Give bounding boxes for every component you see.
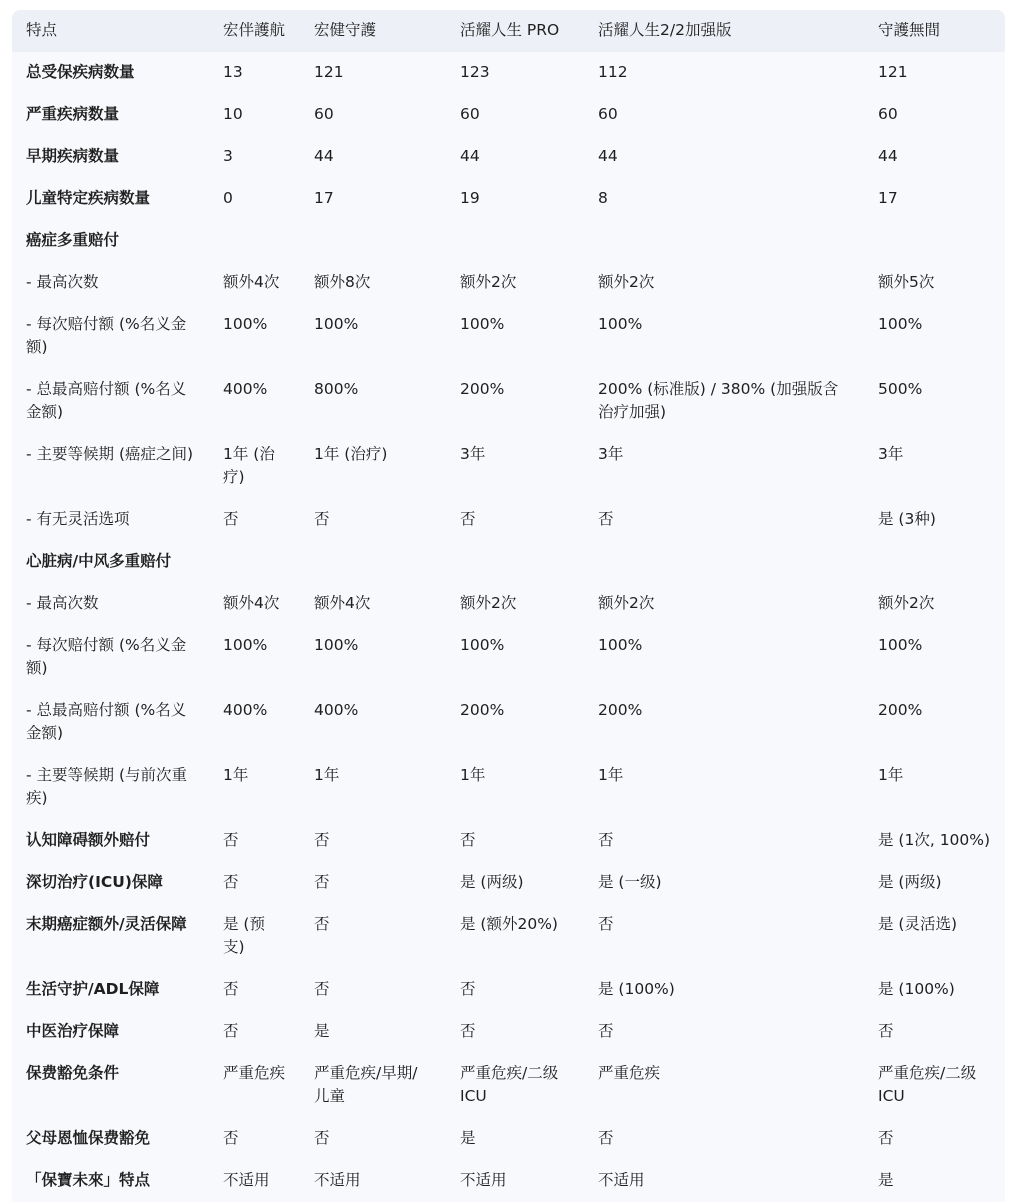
table-row (12, 625, 1005, 690)
value-cell: 1年 (314, 766, 340, 784)
value-cell (864, 541, 1005, 583)
value-cell: 否 (314, 1129, 330, 1147)
value-cell: 123 (460, 63, 490, 81)
table-row (12, 1053, 1005, 1118)
value-cell: 500% (878, 380, 923, 398)
row-label-cell: - 最高次数 (26, 273, 99, 291)
table-row (12, 52, 1005, 94)
value-cell: 额外4次 (314, 594, 371, 612)
row-label-cell: 儿童特定疾病数量 (26, 189, 151, 207)
value-cell: 严重危疾 (598, 1064, 661, 1082)
value-cell: 否 (223, 1022, 239, 1040)
value-cell: 17 (314, 189, 334, 207)
value-cell: 不适用 (314, 1171, 361, 1189)
value-cell: 1年 (223, 766, 249, 784)
value-cell (300, 220, 446, 262)
value-cell: 否 (314, 915, 330, 933)
row-label-cell: 心脏病/中风多重赔付 (26, 552, 172, 570)
value-cell: 1年 (治疗) (223, 445, 275, 486)
value-cell: 44 (598, 147, 618, 165)
value-cell: 1年 (878, 766, 904, 784)
value-cell: 否 (598, 1129, 614, 1147)
table-row (12, 541, 1005, 583)
value-cell: 200% (878, 701, 923, 719)
value-cell: 100% (223, 315, 268, 333)
value-cell: 是 (3种) (878, 510, 936, 528)
row-label-cell: - 主要等候期 (癌症之间) (26, 445, 194, 463)
table-row (12, 369, 1005, 434)
value-cell: 60 (878, 105, 898, 123)
table-body (12, 52, 1005, 1202)
value-cell: 100% (598, 315, 643, 333)
row-label-cell: 早期疾病数量 (26, 147, 120, 165)
table-row (12, 1118, 1005, 1160)
row-label-cell: 「保寶未來」特点 (26, 1171, 151, 1189)
table-row (12, 969, 1005, 1011)
value-cell: 额外2次 (460, 273, 517, 291)
value-cell: 否 (878, 1129, 894, 1147)
value-cell: 200% (460, 701, 505, 719)
value-cell: 否 (314, 980, 330, 998)
value-cell: 60 (598, 105, 618, 123)
table-row (12, 178, 1005, 220)
column-header-plan: 活耀人生 PRO (460, 21, 560, 39)
value-cell: 否 (223, 831, 239, 849)
value-cell: 17 (878, 189, 898, 207)
value-cell: 否 (460, 980, 476, 998)
value-cell: 否 (598, 510, 614, 528)
value-cell: 112 (598, 63, 628, 81)
value-cell: 额外2次 (598, 594, 655, 612)
value-cell: 否 (598, 831, 614, 849)
value-cell (584, 541, 864, 583)
value-cell: 额外2次 (460, 594, 517, 612)
value-cell: 是 (两级) (878, 873, 942, 891)
table-row (12, 1011, 1005, 1053)
value-cell (446, 541, 584, 583)
value-cell: 100% (460, 636, 505, 654)
table-row (12, 499, 1005, 541)
value-cell: 否 (878, 1022, 894, 1040)
column-header-feature: 特点 (26, 21, 58, 39)
value-cell: 严重危疾/早期/儿童 (314, 1064, 418, 1105)
value-cell: 否 (460, 1022, 476, 1040)
value-cell: 严重危疾/二级ICU (878, 1064, 977, 1105)
value-cell: 0 (223, 189, 233, 207)
value-cell (300, 541, 446, 583)
value-cell: 1年 (460, 766, 486, 784)
row-label-cell: 父母恩恤保费豁免 (26, 1129, 151, 1147)
value-cell (446, 220, 584, 262)
table-row (12, 1160, 1005, 1202)
value-cell: 60 (314, 105, 334, 123)
value-cell: 3 (223, 147, 233, 165)
value-cell: 是 (额外20%) (460, 915, 558, 933)
value-cell: 不适用 (460, 1171, 507, 1189)
value-cell: 200% (460, 380, 505, 398)
value-cell: 是 (一级) (598, 873, 662, 891)
value-cell: 是 (预支) (223, 915, 265, 956)
value-cell: 是 (314, 1022, 330, 1040)
value-cell: 8 (598, 189, 608, 207)
row-label-cell: - 主要等候期 (与前次重疾) (26, 766, 187, 807)
row-label-cell: - 每次赔付额 (%名义金额) (26, 636, 187, 677)
value-cell: 400% (223, 701, 268, 719)
row-label-cell: - 有无灵活选项 (26, 510, 130, 528)
table-row (12, 820, 1005, 862)
value-cell: 44 (314, 147, 334, 165)
comparison-table (12, 10, 1005, 1202)
value-cell: 100% (223, 636, 268, 654)
table-row (12, 94, 1005, 136)
row-label-cell: 总受保疾病数量 (26, 63, 135, 81)
column-header-plan: 活耀人生2/2加强版 (598, 21, 732, 39)
value-cell: 是 (灵活选) (878, 915, 958, 933)
value-cell (584, 220, 864, 262)
value-cell: 3年 (460, 445, 486, 463)
value-cell: 10 (223, 105, 243, 123)
value-cell: 额外2次 (878, 594, 935, 612)
table-row (12, 434, 1005, 499)
value-cell: 否 (314, 510, 330, 528)
table-row (12, 583, 1005, 625)
value-cell: 额外8次 (314, 273, 371, 291)
value-cell: 19 (460, 189, 480, 207)
value-cell: 100% (878, 315, 923, 333)
value-cell: 800% (314, 380, 359, 398)
value-cell: 不适用 (223, 1171, 270, 1189)
row-label-cell: 严重疾病数量 (26, 105, 120, 123)
value-cell: 是 (1次, 100%) (878, 831, 991, 849)
value-cell: 3年 (598, 445, 624, 463)
table-row (12, 904, 1005, 969)
value-cell (209, 220, 300, 262)
value-cell: 44 (460, 147, 480, 165)
value-cell: 121 (314, 63, 344, 81)
value-cell: 严重危疾 (223, 1064, 286, 1082)
value-cell: 是 (100%) (598, 980, 675, 998)
value-cell: 否 (223, 1129, 239, 1147)
value-cell: 100% (598, 636, 643, 654)
value-cell: 否 (314, 831, 330, 849)
value-cell: 否 (223, 873, 239, 891)
value-cell: 100% (878, 636, 923, 654)
row-label-cell: 生活守护/ADL保障 (26, 980, 160, 998)
table-row (12, 304, 1005, 369)
column-header-plan: 宏健守護 (314, 21, 377, 39)
row-label-cell: 深切治疗(ICU)保障 (26, 873, 163, 891)
value-cell: 是 (两级) (460, 873, 524, 891)
value-cell: 200% (标准版) / 380% (加强版含治疗加强) (598, 380, 839, 421)
value-cell: 100% (314, 315, 359, 333)
value-cell: 121 (878, 63, 908, 81)
row-label-cell: - 最高次数 (26, 594, 99, 612)
value-cell: 1年 (治疗) (314, 445, 388, 463)
value-cell: 否 (223, 510, 239, 528)
value-cell: 13 (223, 63, 243, 81)
value-cell: 否 (223, 980, 239, 998)
value-cell: 否 (314, 873, 330, 891)
value-cell: 额外5次 (878, 273, 935, 291)
value-cell: 否 (598, 1022, 614, 1040)
value-cell: 否 (460, 831, 476, 849)
value-cell (864, 220, 1005, 262)
value-cell: 100% (314, 636, 359, 654)
header-row (12, 10, 1005, 52)
value-cell: 是 (100%) (878, 980, 955, 998)
column-header-plan: 宏伴護航 (223, 21, 286, 39)
comparison-table-container (12, 10, 1005, 1202)
row-label-cell: 保费豁免条件 (26, 1064, 120, 1082)
value-cell: 额外4次 (223, 273, 280, 291)
row-label-cell: 认知障碍额外赔付 (26, 831, 151, 849)
row-label-cell: - 每次赔付额 (%名义金额) (26, 315, 187, 356)
row-label-cell: 癌症多重赔付 (26, 231, 120, 249)
row-label-cell: 中医治疗保障 (26, 1022, 120, 1040)
value-cell: 400% (223, 380, 268, 398)
value-cell: 不适用 (598, 1171, 645, 1189)
value-cell: 44 (878, 147, 898, 165)
table-row (12, 690, 1005, 755)
value-cell (209, 541, 300, 583)
value-cell: 1年 (598, 766, 624, 784)
value-cell: 200% (598, 701, 643, 719)
value-cell: 严重危疾/二级ICU (460, 1064, 559, 1105)
column-header-plan: 守護無間 (878, 21, 941, 39)
value-cell: 400% (314, 701, 359, 719)
table-row (12, 862, 1005, 904)
value-cell: 否 (598, 915, 614, 933)
value-cell: 是 (460, 1129, 476, 1147)
value-cell: 额外2次 (598, 273, 655, 291)
table-header (12, 10, 1005, 52)
value-cell: 额外4次 (223, 594, 280, 612)
value-cell: 是 (878, 1171, 894, 1189)
row-label-cell: - 总最高赔付额 (%名义金额) (26, 380, 187, 421)
value-cell: 100% (460, 315, 505, 333)
table-row (12, 755, 1005, 820)
row-label-cell: 末期癌症额外/灵活保障 (26, 915, 187, 933)
value-cell: 3年 (878, 445, 904, 463)
table-row (12, 136, 1005, 178)
value-cell: 否 (460, 510, 476, 528)
table-row (12, 220, 1005, 262)
row-label-cell: - 总最高赔付额 (%名义金额) (26, 701, 187, 742)
value-cell: 60 (460, 105, 480, 123)
table-row (12, 262, 1005, 304)
